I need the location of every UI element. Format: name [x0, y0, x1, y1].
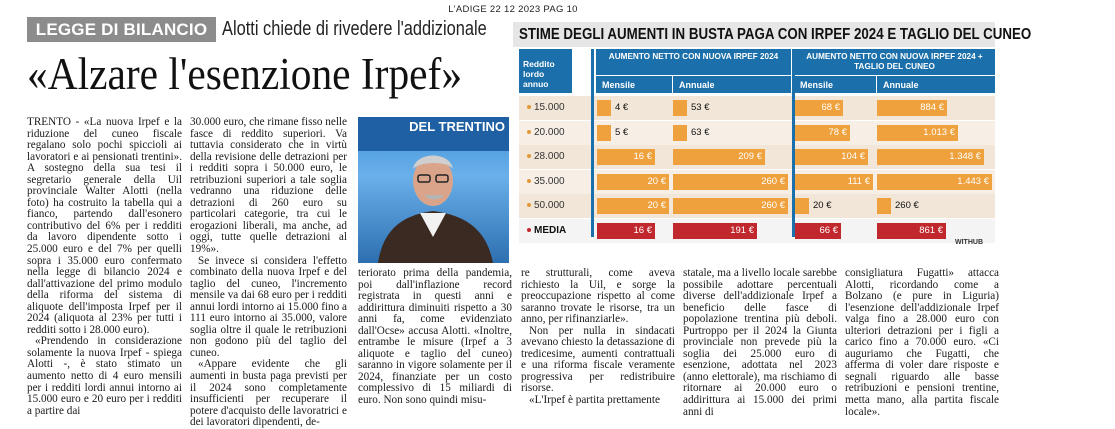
- group-header-irpef: AUMENTO NETTO CON NUOVA IRPEF 2024: [596, 49, 791, 75]
- sub-header-monthly-1: Mensile: [596, 75, 672, 93]
- paragraph: teriorato prima della pandemia, poi dall'inflazione record registrata in questi anni e addirittura diminuiti rispetto a 30 anni fa, come evidenziato dall'Ocse» accusa Alotti. «Inoltre, entrambe le misure (Irpef a 3 aliquote e taglio del cuneo) saranno in vigore solamente per il 2024, finanziate per un costo complessivo di 15 miliardi di euro. Non sono quindi misu-: [358, 267, 512, 407]
- bar: 209 €: [673, 149, 765, 165]
- bar: 884 €: [877, 100, 947, 116]
- row-label: [527, 121, 565, 145]
- row-label: [527, 96, 565, 120]
- bar: [597, 100, 611, 116]
- bar: [795, 198, 809, 214]
- article-column-5: [683, 268, 837, 417]
- column-separator: [792, 49, 795, 237]
- bar: [877, 198, 891, 214]
- bullet-icon: [527, 203, 531, 207]
- bar-label: 260 €: [895, 200, 919, 211]
- bar: 16 €: [597, 149, 655, 165]
- sub-header-annual-1: Annuale: [672, 75, 791, 93]
- article-column-4: [521, 268, 675, 417]
- row-label-text: 15.000: [534, 102, 565, 113]
- chart-title-text: STIME DEGLI AUMENTI IN BUSTA PAGA CON IRPEF 2024 E TAGLIO DEL CUNEO: [519, 26, 1032, 43]
- row-label: [527, 219, 566, 243]
- photo-banner-text: DEL TRENTINO: [409, 119, 505, 134]
- chart-title: [513, 22, 1032, 47]
- group-header-irpef-cuneo: AUMENTO NETTO CON NUOVA IRPEF 2024 + TAGLIO DEL CUNEO: [794, 49, 995, 75]
- chart-source: WITHUB: [955, 239, 983, 246]
- sub-header-monthly-2: Mensile: [794, 75, 876, 93]
- bar: 191 €: [673, 223, 757, 239]
- row-label: [527, 170, 565, 194]
- paragraph: Se invece si considera l'effetto combinato della nuova Irpef e del taglio del cuneo, l'incremento mensile va dai 68 euro per i redditi annui lordi intorno ai 15.000 fino a 111 euro intorno ai 35.000, valore soglia oltre il quale le retribuzioni non godono più del taglio del cuneo.: [190, 254, 347, 359]
- bar-label: 63 €: [691, 126, 710, 138]
- bullet-icon: [527, 179, 531, 183]
- bar: [673, 125, 687, 141]
- bullet-icon: [527, 228, 531, 232]
- bar: 1.443 €: [877, 174, 992, 190]
- bar: 78 €: [795, 125, 850, 141]
- paragraph: consigliatura Fugatti» attacca Alotti, ricordando come a Bolzano (e pure in Liguria) l'esenzione dell'addizionale Irpef valga fino a 28.000 euro con ulteriori detrazioni per i figli a carico fino a 70.000 euro. «Ci auguriamo che Fugatti, che afferma di voler dare risposte e segnali riguardo alle basse retribuzioni e pensioni trentine, metta mano, alla partita fiscale locale».: [845, 267, 999, 418]
- article-column-1: [27, 117, 182, 417]
- article-column-2: [190, 116, 347, 429]
- row-label-text: 35.000: [534, 175, 565, 187]
- page-header: L'ADIGE 22 12 2023 PAG 10: [448, 4, 578, 15]
- bullet-icon: [527, 154, 531, 158]
- paragraph: re strutturali, come aveva richiesto la Uil, e sorge la preoccupazione rispetto al come saranno trovate le risorse, tra un anno, per rifinanziarle».: [521, 267, 675, 326]
- article-headline: «Alzare l'esenzione Irpef»: [27, 49, 463, 99]
- row-label-text: MEDIA: [534, 224, 567, 236]
- row-label: [527, 194, 565, 218]
- bar: 861 €: [877, 223, 946, 239]
- row-label-text: 20.000: [534, 126, 565, 138]
- bar: 66 €: [795, 223, 841, 239]
- row-label: [527, 145, 565, 169]
- paragraph: «Prendendo in considerazione solamente la nuova Irpef - spiega Alotti -, è stato stimato un aumento netto di 4 euro mensili per i redditi lordi annui intorno ai 15.000 euro e 20 euro per i redditi a partire dai: [27, 335, 182, 417]
- article-column-6: [845, 268, 999, 417]
- bar: 1.348 €: [877, 149, 984, 165]
- author-photo: [358, 117, 509, 263]
- article-subhead: Alotti chiede di rivedere l'addizionale: [222, 18, 487, 40]
- bar: [597, 125, 611, 141]
- bar: 1.013 €: [877, 125, 958, 141]
- bar-label: 5 €: [615, 126, 629, 138]
- paragraph: TRENTO - «La nuova Irpef e la riduzione del cuneo fiscale regalano solo pochi spiccioli ai lavoratori e ai pensionati trentini». A sostegno della sua tesi il segretario generale della Uil provinciale Walter Alotti (nella foto) ha costruito la tabella qui a fianco, partendo dall'esonero contributivo del 6% per i redditi da lavoro dipendente sotto i 25.000 euro e del 7% per quelli sopra i 35.000 euro confermato nella legge di bilancio 2024 e dall'attivazione del primo modulo della riforma del sistema di aliquote dell'imposta Irpef per il 2024 (aliquota al 23% per tutti i redditi sotto i 28.000 euro).: [27, 116, 182, 336]
- paragraph: «L'Irpef è partita prettamente: [529, 394, 660, 407]
- column-separator: [591, 49, 594, 237]
- row-label-text: 28.000: [534, 151, 565, 162]
- portrait-figure: [358, 117, 509, 263]
- bar-label: 4 €: [615, 102, 629, 113]
- row-label-text: 50.000: [534, 200, 565, 211]
- section-kicker: LEGGE DI BILANCIO: [27, 17, 216, 42]
- chart-table: [513, 49, 995, 237]
- bar: [673, 100, 687, 116]
- bullet-icon: [527, 130, 531, 134]
- row-header: Reddito lordo annuo: [519, 49, 572, 93]
- bullet-icon: [527, 105, 531, 109]
- bar: 16 €: [597, 223, 655, 239]
- bar: 20 €: [597, 174, 669, 190]
- article-column-3: [358, 268, 512, 417]
- paragraph: 30.000 euro, che rimane fisso nelle fasce di reddito superiori. Va tuttavia considerato che in virtù della revisione delle detrazioni per i redditi sopra i 50.000 euro, le retribuzioni superiori a tale soglia vedranno una riduzione delle detrazioni di 260 euro su particolari categorie, tra cui le erogazioni liberali, ma anche, ad oggi, tutte quelle detrazioni al 19%».: [190, 116, 347, 256]
- bar: 104 €: [795, 149, 868, 165]
- bar-label: 20 €: [813, 200, 832, 211]
- bar-label: 53 €: [691, 102, 710, 113]
- bar: 111 €: [795, 174, 873, 190]
- bar: 260 €: [673, 198, 788, 214]
- bar: 68 €: [795, 100, 843, 116]
- paragraph: statale, ma a livello locale sarebbe possibile adottare percentuali diverse dell'addizionale Irpef a beneficio delle fasce di popolazione trentina più deboli. Purtroppo per il 2024 la Giunta provinciale non prevede più la soglia dei 25.000 euro di esenzione, adottata nel 2023 (anno elettorale), ma rischiamo di ritornare ai 20.000 euro o addirittura ai 15.000 dei primi anni di: [683, 267, 837, 418]
- bar: 20 €: [597, 198, 669, 214]
- paragraph: «Appare evidente che gli aumenti in busta paga previsti per il 2024 sono completamente insufficienti per recuperare il potere d'acquisto delle lavoratrici e dei lavoratori dipendenti, de-: [190, 358, 347, 429]
- sub-header-annual-2: Annuale: [876, 75, 995, 93]
- bar: 260 €: [673, 174, 788, 190]
- paragraph: Non per nulla in sindacati avevano chiesto la detassazione di tredicesime, aumenti contrattuali e una riforma fiscale veramente progressiva per redistribuire risorse.: [521, 324, 675, 395]
